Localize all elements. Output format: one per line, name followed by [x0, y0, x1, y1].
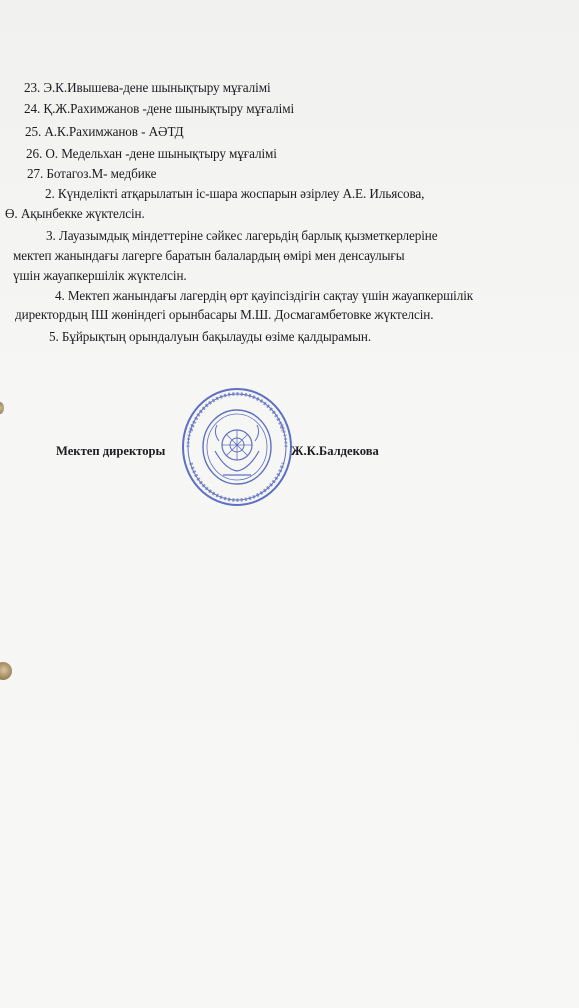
punch-hole-icon — [0, 662, 12, 680]
signature-title: Мектеп директоры — [56, 444, 166, 458]
official-seal-icon — [179, 385, 295, 509]
staff-item-23: 23. Э.К.Ивышева-дене шынықтыру мұғалімі — [24, 80, 271, 95]
clause-3-line-1: 3. Лауазымдық міндеттеріне сәйкес лагерьдің барлық қызметкерлеріне — [46, 228, 438, 243]
clause-2-line-2: Ө. Ақынбекке жүктелсін. — [5, 206, 145, 221]
clause-3-line-2: мектеп жанындағы лагерге баратын балалардың өмірі мен денсаулығы — [13, 248, 405, 263]
staff-item-24: 24. Қ.Ж.Рахимжанов -дене шынықтыру мұғалімі — [24, 101, 295, 116]
clause-4-line-1: 4. Мектеп жанындағы лагердің өрт қауіпсіздігін сақтау үшін жауапкершілік — [55, 288, 474, 303]
clause-4-line-2: директордың ІШ жөніндегі орынбасары М.Ш. Досмагамбетовке жүктелсін. — [15, 307, 434, 322]
clause-2-line-1: 2. Күнделікті атқарылатын іс-шара жоспарын әзірлеу А.Е. Ильясова, — [45, 186, 425, 201]
staff-item-25: 25. А.К.Рахимжанов - АӘТД — [25, 124, 184, 139]
punch-hole-icon — [0, 402, 4, 414]
signature-name: Ж.К.Балдекова — [291, 444, 379, 458]
staff-item-26: 26. О. Медельхан -дене шынықтыру мұғалімі — [26, 146, 277, 161]
clause-5-line: 5. Бұйрықтың орындалуын бақылауды өзіме қалдырамын. — [49, 329, 372, 344]
clause-3-line-3: үшін жауапкершілік жүктелсін. — [13, 268, 187, 283]
staff-item-27: 27. Ботагоз.М- медбике — [27, 166, 157, 181]
